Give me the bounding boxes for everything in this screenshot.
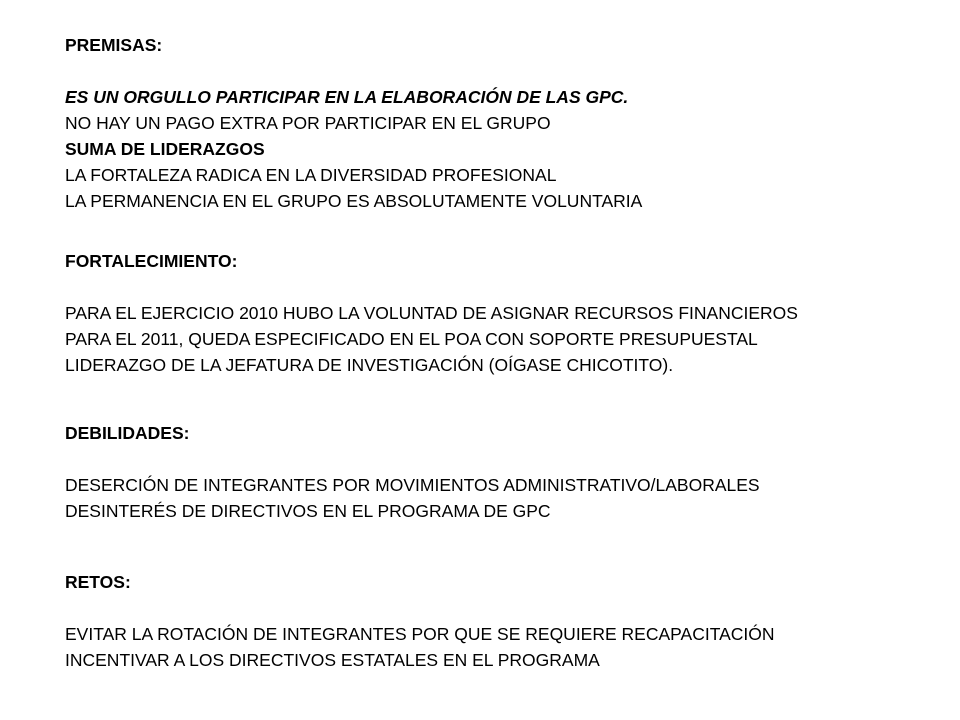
heading-premisas: PREMISAS: xyxy=(65,35,163,55)
section-retos xyxy=(65,569,775,673)
retos-line-2: INCENTIVAR A LOS DIRECTIVOS ESTATALES EN EL PROGRAMA xyxy=(65,650,600,670)
retos-line-1: EVITAR LA ROTACIÓN DE INTEGRANTES POR QUE SE REQUIERE RECAPACITACIÓN xyxy=(65,624,775,644)
fortalecimiento-line-3: LIDERAZGO DE LA JEFATURA DE INVESTIGACIÓN (OÍGASE CHICOTITO). xyxy=(65,355,674,375)
heading-fortalecimiento: FORTALECIMIENTO: xyxy=(65,251,238,271)
premisas-line-3: SUMA DE LIDERAZGOS xyxy=(65,139,265,159)
debilidades-line-1: DESERCIÓN DE INTEGRANTES POR MOVIMIENTOS ADMINISTRATIVO/LABORALES xyxy=(65,475,760,495)
heading-debilidades: DEBILIDADES: xyxy=(65,423,190,443)
section-debilidades xyxy=(65,420,760,524)
premisas-line-4: LA FORTALEZA RADICA EN LA DIVERSIDAD PROFESIONAL xyxy=(65,165,557,185)
section-fortalecimiento xyxy=(65,248,798,378)
premisas-line-5: LA PERMANENCIA EN EL GRUPO ES ABSOLUTAMENTE VOLUNTARIA xyxy=(65,191,643,211)
fortalecimiento-line-2: PARA EL 2011, QUEDA ESPECIFICADO EN EL POA CON SOPORTE PRESUPUESTAL xyxy=(65,329,758,349)
premisas-line-1: ES UN ORGULLO PARTICIPAR EN LA ELABORACIÓN DE LAS GPC. xyxy=(65,87,629,107)
heading-retos: RETOS: xyxy=(65,572,131,592)
section-premisas xyxy=(65,32,642,214)
fortalecimiento-line-1: PARA EL EJERCICIO 2010 HUBO LA VOLUNTAD DE ASIGNAR RECURSOS FINANCIEROS xyxy=(65,303,798,323)
premisas-line-2: NO HAY UN PAGO EXTRA POR PARTICIPAR EN EL GRUPO xyxy=(65,113,551,133)
debilidades-line-2: DESINTERÉS DE DIRECTIVOS EN EL PROGRAMA DE GPC xyxy=(65,501,551,521)
